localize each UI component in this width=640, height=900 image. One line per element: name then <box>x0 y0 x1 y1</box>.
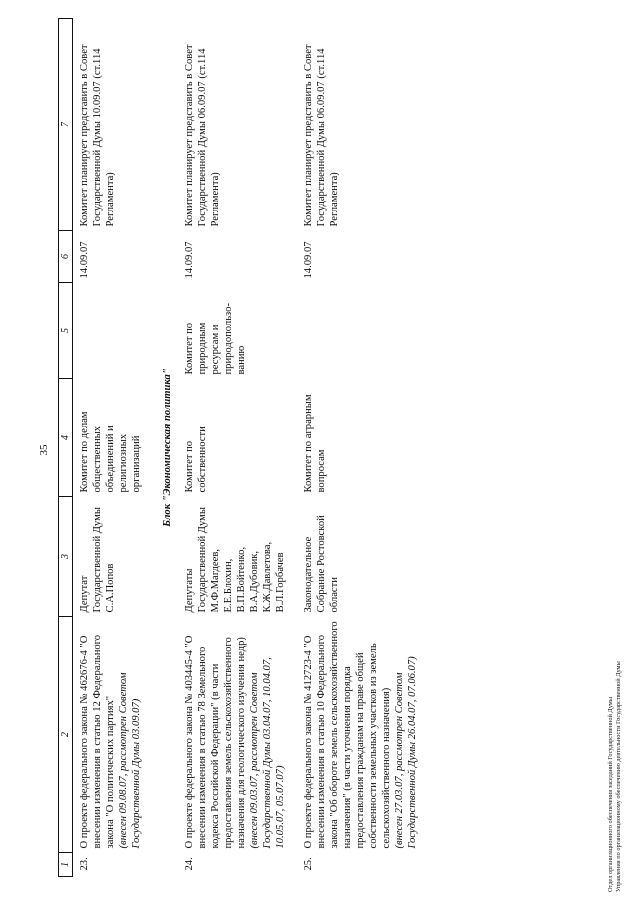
row-number: 25. <box>303 857 314 871</box>
column-header: 1 <box>59 853 73 877</box>
footer-department: Отдел организационного обеспечения заседаний Государственной Думы <box>607 697 614 892</box>
bill-title: О проекте федерального закона № 462676-4 "О внесении изменения в статью 12 Федерального закона "О политических партиях" <box>79 634 116 849</box>
status: Комитет планирует представить в Совет Государственной Думы 10.09.07 (ст.114 Регламента) <box>79 44 116 227</box>
column-header: 5 <box>59 283 73 379</box>
row-number: 24. <box>184 857 195 871</box>
date: 14.09.07 <box>184 241 195 279</box>
status: Комитет планирует представить в Совет Государственной Думы 06.09.07 (ст.114 Регламента) <box>184 44 221 227</box>
block-heading-row <box>153 19 178 877</box>
responsible-committee: Комитет по аграрным вопросам <box>303 394 327 493</box>
row-number: 23. <box>79 857 90 871</box>
column-header: 3 <box>59 497 73 617</box>
bill-title: О проекте федерального закона № 403445-4 "О внесении изменения в статью 78 Земельного кодекса Российской Федерации" (в части предоставления земель сельскохозяйственного назначения для геологического изучения недр) <box>184 635 247 849</box>
co-committee: Комитет по природным ресурсам и природопользо-ванию <box>184 302 247 375</box>
bill-title: О проекте федерального закона № 412723-4 "О внесении изменения в статью 10 Федерального закона "Об обороте земель сельскохозяйственного назначения" (в части уточнения порядка предоставления гражданам на праве общей собственности земельных участков из земель сельскохозяйственного назначения) <box>303 621 392 849</box>
bill-description <box>178 617 297 853</box>
date: 14.09.07 <box>79 241 90 279</box>
table-row <box>178 19 297 877</box>
co-committee <box>73 283 154 379</box>
column-header: 7 <box>59 19 73 231</box>
initiator: Депутаты Государственной Думы М.Ф.Магдеев, Е.Е.Блохин, В.П.Войтенко, В.А.Дубовик, К.Ж.Давлетова, В.Л.Горбачев <box>184 507 286 613</box>
block-heading: Блок "Экономическая политика" <box>162 368 173 527</box>
bill-description <box>297 617 429 853</box>
initiator: Законодательное Собрание Ростовской области <box>303 515 340 613</box>
column-number-row <box>59 19 73 877</box>
responsible-committee: Комитет по собственности <box>184 426 208 493</box>
bill-note: (внесен 09.08.07, рассмотрен Советом Государственной Думы 03.09.07) <box>118 672 142 849</box>
date: 14.09.07 <box>303 241 314 279</box>
responsible-committee: Комитет по делам общественных объединений и религиозных организаций <box>79 411 142 493</box>
bill-note: (внесен 09.03.07, рассмотрен Советом Государственной Думы 03.04.07, 10.04.07, 10.05.07, 05.07.07) <box>249 657 286 849</box>
co-committee <box>297 283 429 379</box>
initiator: Депутат Государственной Думы С.А.Попов <box>79 507 116 613</box>
status: Комитет планирует представить в Совет Государственной Думы 06.09.07 (ст.114 Регламента) <box>303 44 340 227</box>
footer-directorate: Управления по организационному обеспечению деятельности Государственной Думы <box>615 661 622 892</box>
column-header: 2 <box>59 617 73 853</box>
column-header: 6 <box>59 231 73 283</box>
bill-description <box>73 617 154 853</box>
page-number: 35 <box>38 444 50 456</box>
bill-note: (внесен 27.03.07, рассмотрен Советом Государственной Думы 26.04.07, 07.06.07) <box>394 656 418 849</box>
table-row <box>73 19 154 877</box>
table-row <box>297 19 429 877</box>
agenda-table <box>58 18 429 877</box>
column-header: 4 <box>59 379 73 497</box>
